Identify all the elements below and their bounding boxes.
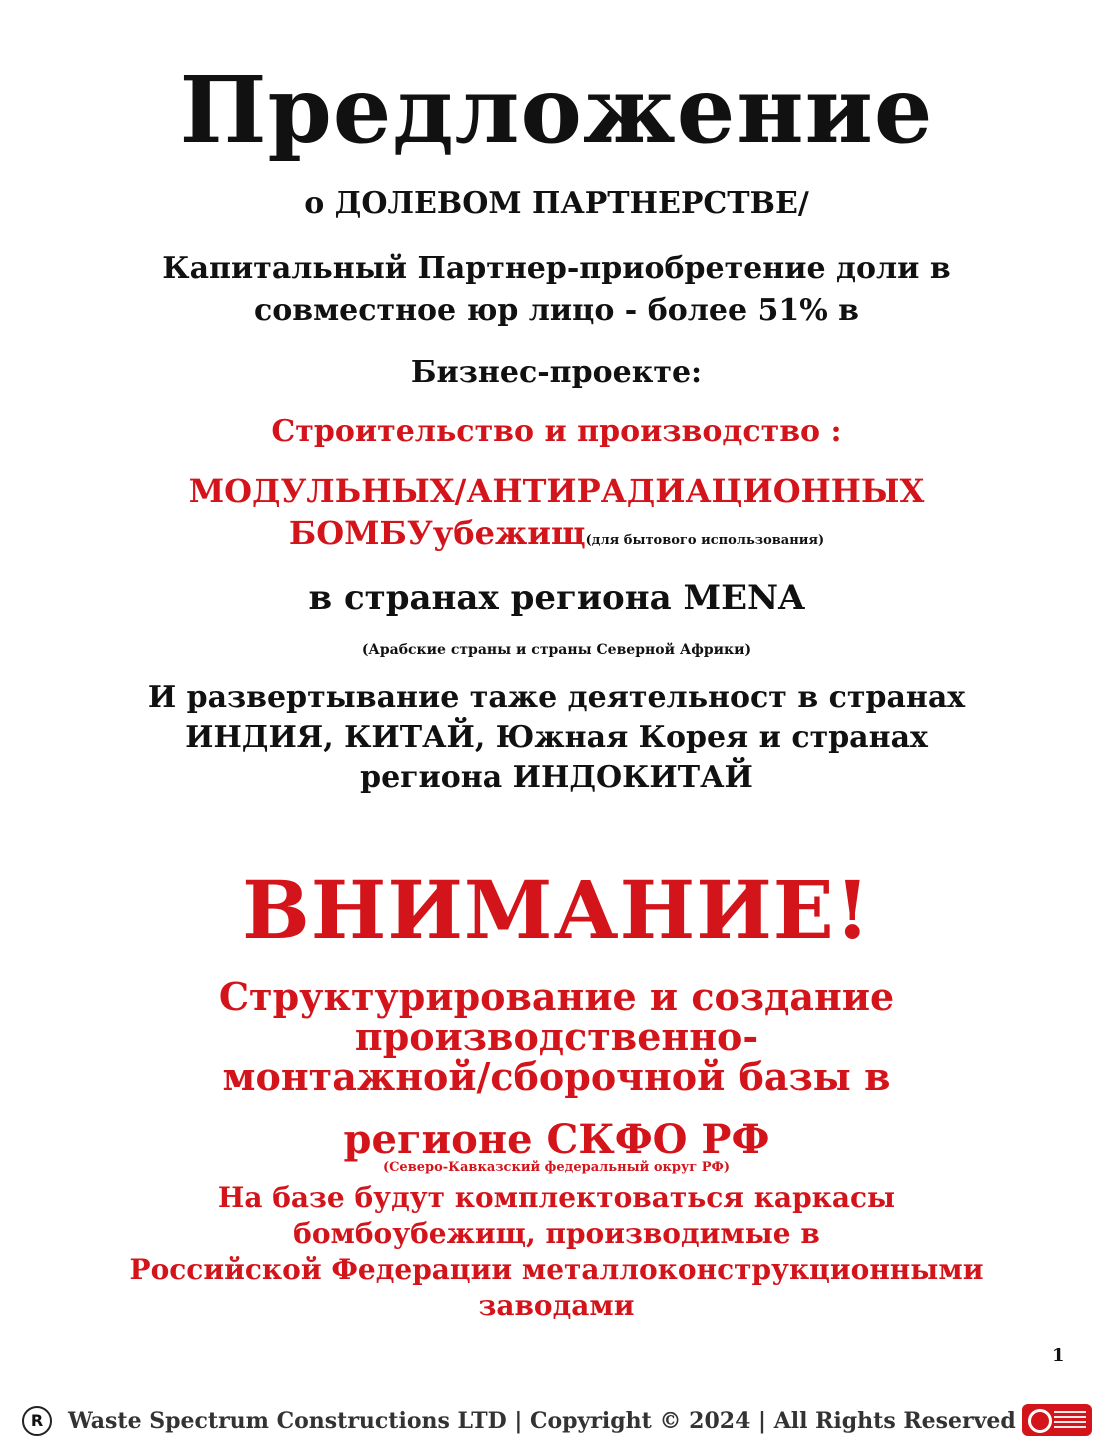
- base-line-1: На базе будут комплектоваться каркасы: [217, 1181, 896, 1214]
- shelters-note: (для бытового использования): [585, 533, 825, 548]
- business-project-label: Бизнес-проекте:: [410, 355, 703, 390]
- region-heading: регионе СКФО РФ: [343, 1116, 770, 1163]
- expansion-line-2: ИНДИЯ, КИТАЙ, Южная Корея и странах: [185, 720, 928, 755]
- page-title: Предложение: [179, 56, 934, 164]
- page-number: 1: [1052, 1345, 1065, 1366]
- structuring-line-3: монтажной/сборочной базы в: [222, 1054, 891, 1099]
- base-line-2: бомбоубежищ, производимые в: [293, 1217, 820, 1250]
- company-logo-icon: [1022, 1404, 1092, 1436]
- structuring-line-2: производственно-: [354, 1014, 759, 1059]
- subtitle-partnership: о ДОЛЕВОМ ПАРТНЕРСТВЕ/: [304, 186, 809, 221]
- footer-copyright: Waste Spectrum Constructions LTD | Copyright © 2024 | All Rights Reserved: [68, 1408, 1016, 1434]
- region-note: (Северо-Кавказский федеральный округ РФ): [382, 1160, 731, 1175]
- structuring-heading: [0, 974, 1113, 1099]
- registered-mark-icon: R: [22, 1406, 52, 1436]
- shelters-heading: [0, 470, 1113, 562]
- expansion-line-3: региона ИНДОКИТАЙ: [360, 760, 753, 795]
- mena-region-text: в странах региона MENA: [308, 578, 805, 618]
- base-line-4: заводами: [478, 1289, 635, 1322]
- expansion-line-1: И развертывание таже деятельност в странах: [147, 680, 966, 715]
- capital-partner-line-1: Капитальный Партнер-приобретение доли в: [162, 251, 951, 286]
- shelters-word: БОМБУубежищ: [288, 514, 586, 552]
- base-line-3: Российской Федерации металлоконструкционными: [129, 1253, 984, 1286]
- structuring-line-1: Структурирование и создание: [218, 974, 895, 1019]
- mena-region-note: (Арабские страны и страны Северной Африки): [361, 642, 752, 658]
- capital-partner-line-2: совместное юр лицо - более 51% в: [253, 293, 860, 328]
- footer: [22, 1404, 1092, 1440]
- attention-heading: ВНИМАНИЕ!: [242, 863, 871, 957]
- shelters-line-2: [0, 512, 1113, 562]
- capital-partner-text: [0, 248, 1113, 332]
- shelters-line-1: МОДУЛЬНЫХ/АНТИРАДИАЦИОННЫХ: [188, 472, 925, 510]
- expansion-text: [0, 678, 1113, 798]
- base-description: [0, 1180, 1113, 1324]
- construction-heading: Строительство и производство :: [271, 414, 842, 449]
